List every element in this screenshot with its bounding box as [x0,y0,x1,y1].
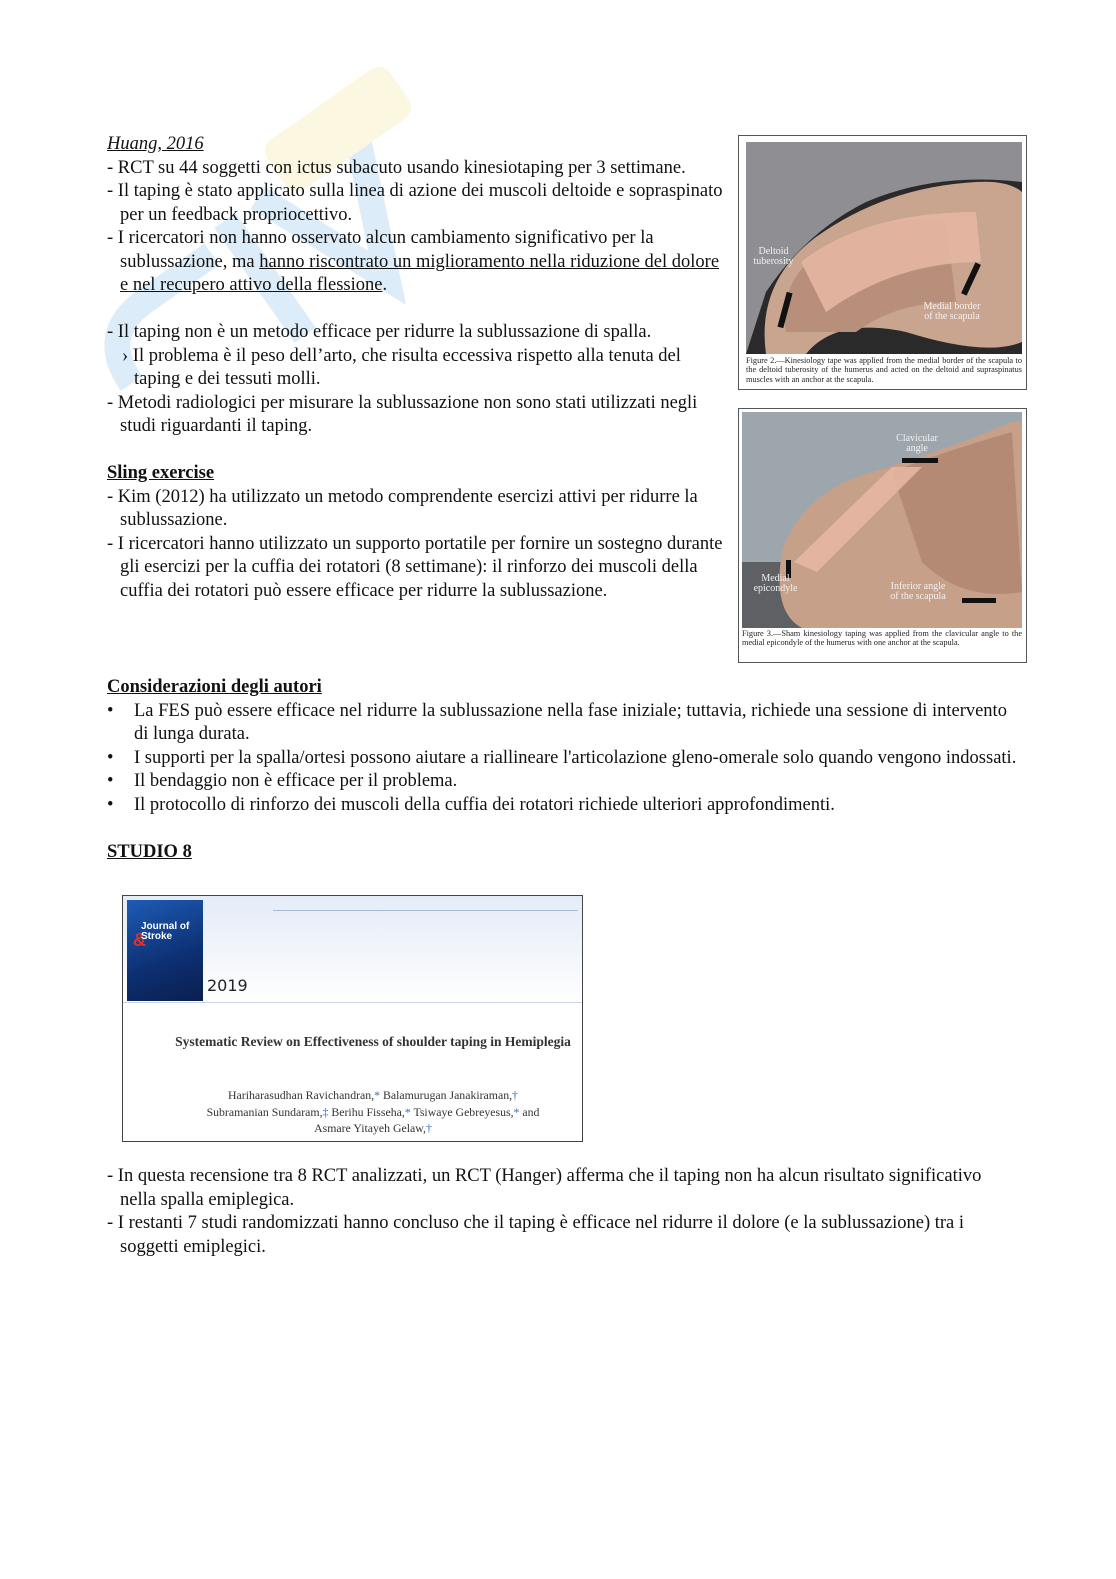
label-inferior-angle: Inferior angle of the scapula [890,581,946,602]
studio8-heading: STUDIO 8 [107,841,192,862]
label-medial-border: Medial border of the scapula [923,301,981,322]
huang-item-2: - Il taping è stato applicato sulla linea di azione dei muscoli deltoide e sopraspinato per un feedback propriocettivo. [107,181,723,225]
considerazioni-heading: Considerazioni degli autori [107,677,322,697]
huang-item-3-underlined: hanno riscontrato un miglioramento nella riduzione del dolore e nel recupero attivo della flessione [120,251,720,295]
figure-2-photo [746,142,1022,354]
considerazioni-item-4 [107,794,1017,818]
considerazioni-item-2 [107,747,1017,771]
considerazioni-item-1 [107,700,1017,747]
journal-cover-title: Journal of Stroke [141,921,190,942]
considerazioni-text-4: Il protocollo di rinforzo dei muscoli della cuffia dei rotatori richiede ulteriori approfondimenti. [134,794,835,815]
journal-year: 2019 [207,976,248,995]
huang-item-3-start: - I ricercatori non hanno osservato alcun cambiamento significativo per la sublussazione, ma [107,228,654,272]
studio8-item-1: - In questa recensione tra 8 RCT analizzati, un RCT (Hanger) afferma che il taping non ha alcun risultato significativo nella spalla emiplegica. [107,1166,982,1210]
huang-item-3-end: . [382,275,388,295]
figure-3-caption: Figure 3.—Sham kinesiology taping was applied from the clavicular angle to the medial epicondyle of the humerus with one anchor at the scapula. [742,629,1022,648]
journal-authors: Hariharasudhan Ravichandran,* Balamurugan Janakiraman,† Subramanian Sundaram,‡ Berihu Fisseha,* Tsiwaye Gebreyesus,* and Asmare Yitayeh Gelaw,† [206,1088,540,1135]
label-deltoid: Deltoid tuberosity [753,246,794,267]
studio8-item-2: - I restanti 7 studi randomizzati hanno concluso che il taping è efficace nel ridurre il dolore (e la sublussazione) tra i soggetti emiplegici. [107,1213,965,1257]
huang-item-3 [107,227,727,298]
huang-title: Huang, 2016 [107,134,204,154]
taping-item-1: - Il taping non è un metodo efficace per ridurre la sublussazione di spalla. [107,322,652,342]
sling-item-1: - Kim (2012) ha utilizzato un metodo comprendente esercizi attivi per ridurre la sublussazione. [107,486,698,530]
huang-section [107,133,727,603]
huang-item-1: - RCT su 44 soggetti con ictus subacuto usando kinesiotaping per 3 settimane. [107,157,686,178]
sling-item-2: - I ricercatori hanno utilizzato un supporto portatile per fornire un sostegno durante gli esercizi per la cuffia dei rotatori (8 settimane): il rinforzo dei muscoli della cuffia dei rotatori può essere efficace per ridurre la sublussazione. [107,533,723,601]
bullet-icon: • [107,700,114,721]
shoulder-photo-2 [742,412,1022,628]
considerazioni-section [107,676,1017,864]
label-epicondyle: Medial epicondyle [753,573,798,594]
figure-3-photo [742,412,1022,628]
bullet-icon: • [107,794,114,815]
considerazioni-text-1: La FES può essere efficace nel ridurre la sublussazione nella fase iniziale; tuttavia, richiede una sessione di intervento di lunga durata. [134,700,1007,744]
journal-cover-amp: & [133,930,146,950]
figure-3 [738,408,1027,663]
taping-sub-1: › Il problema è il peso dell’arto, che risulta eccessiva rispetto alla tenuta del taping e dei tessuti molli. [122,345,681,389]
journal-cover [127,900,203,1001]
considerazioni-item-3 [107,770,1017,794]
considerazioni-text-2: I supporti per la spalla/ortesi possono aiutare a riallineare l'articolazione gleno-omerale solo quando vengono indossati. [134,747,1017,768]
studio8-section [107,1165,1017,1259]
bullet-icon: • [107,747,114,768]
figure-2-caption: Figure 2.—Kinesiology tape was applied from the medial border of the scapula to the deltoid tuberosity of the humerus and acted on the deltoid and supraspinatus muscles with an anchor at the scapula. [746,356,1022,384]
taping-item-2: - Metodi radiologici per misurare la sublussazione non sono stati utilizzati negli studi riguardanti il taping. [107,392,698,436]
journal-article-image [122,895,583,1142]
figure-2 [738,135,1027,390]
label-clavicular: Clavicular angle [896,433,938,454]
journal-article-title: Systematic Review on Effectiveness of shoulder taping in Hemiplegia [175,1034,571,1049]
considerazioni-text-3: Il bendaggio non è efficace per il problema. [134,771,458,791]
sling-heading: Sling exercise [107,463,215,483]
bullet-icon: • [107,771,114,791]
